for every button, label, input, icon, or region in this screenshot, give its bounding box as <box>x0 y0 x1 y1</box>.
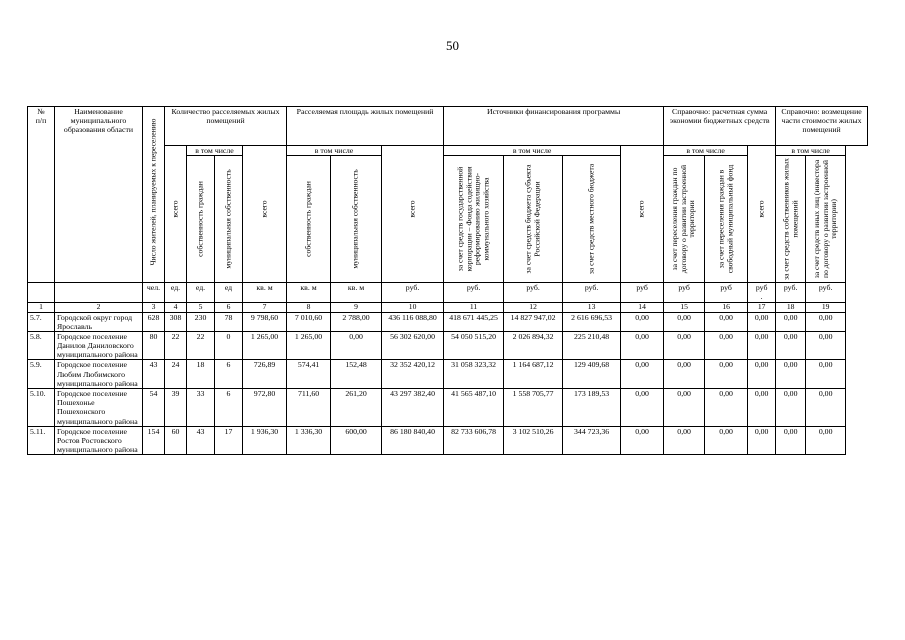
row-area-municipal: 2 788,00 <box>331 312 382 331</box>
row-comp-other: 0,00 <box>806 389 846 427</box>
header-comp-other: за счет средств иных лиц (инвестора по договору о развитии застроенной территории) <box>806 156 846 283</box>
header-est-group: Справочно: расчетная сумма экономии бюджетных средств <box>664 107 776 146</box>
row-area-own: 711,60 <box>287 389 331 427</box>
header-src-fund: за счет средств государственной корпорации – Фонда содействия реформированию жилищно-коммунального хозяйства <box>444 156 504 283</box>
unit-cell: руб <box>664 283 705 302</box>
col-number: 10 <box>382 302 444 312</box>
row-comp-owners: 0,00 <box>776 360 806 389</box>
row-residents: 80 <box>143 331 165 360</box>
header-comp-group: Справочно: возмещение части стоимости жилых помещений <box>776 107 868 146</box>
header-area-own: собственность граждан <box>287 156 331 283</box>
row-area-total: 1 265,00 <box>243 331 287 360</box>
row-area-total: 1 936,30 <box>243 426 287 455</box>
row-qty-own: 43 <box>187 426 215 455</box>
row-src-fund: 54 050 515,20 <box>444 331 504 360</box>
row-qty-own: 230 <box>187 312 215 331</box>
header-src-incl: в том числе <box>444 146 621 156</box>
row-qty-municipal: 78 <box>215 312 243 331</box>
row-area-own: 574,41 <box>287 360 331 389</box>
unit-cell: кв. м <box>287 283 331 302</box>
row-residents: 54 <box>143 389 165 427</box>
row-src-local: 129 409,68 <box>563 360 621 389</box>
row-comp-total: 0,00 <box>748 331 776 360</box>
row-comp-other: 0,00 <box>806 360 846 389</box>
row-est-total: 0,00 <box>621 389 664 427</box>
unit-cell: руб. <box>382 283 444 302</box>
row-name: Городское поселение Пошехонье Пошехонского муниципального района <box>55 389 143 427</box>
unit-blank-2 <box>55 283 143 302</box>
col-number: 8 <box>287 302 331 312</box>
unit-cell: руб. <box>444 283 504 302</box>
row-src-total: 32 352 420,12 <box>382 360 444 389</box>
header-src-local: за счет средств местного бюджета <box>563 156 621 283</box>
row-est-total: 0,00 <box>621 312 664 331</box>
row-comp-total: 0,00 <box>748 360 776 389</box>
col-number: 7 <box>243 302 287 312</box>
row-residents: 43 <box>143 360 165 389</box>
row-src-subject: 1 558 705,77 <box>504 389 563 427</box>
row-qty-total: 22 <box>165 331 187 360</box>
page-number: 50 <box>446 38 459 53</box>
col-number: 15 <box>664 302 705 312</box>
row-num: 5.9. <box>28 360 55 389</box>
header-est-total: всего <box>621 146 664 283</box>
unit-blank-1 <box>28 283 55 302</box>
row-num: 5.11. <box>28 426 55 455</box>
unit-cell: чел. <box>143 283 165 302</box>
row-src-subject: 1 164 687,12 <box>504 360 563 389</box>
row-num: 5.7. <box>28 312 55 331</box>
header-est-contract: за счет переселения граждан по договору о развитии застроенной территории <box>664 156 705 283</box>
row-est-contract: 0,00 <box>664 312 705 331</box>
header-src-subject: за счет средств бюджета субъекта Российской Федерации <box>504 156 563 283</box>
row-est-contract: 0,00 <box>664 360 705 389</box>
row-qty-own: 33 <box>187 389 215 427</box>
col-number: 19 <box>806 302 846 312</box>
col-number: 2 <box>55 302 143 312</box>
row-comp-total: 0,00 <box>748 312 776 331</box>
header-comp-owners: за счет средств собственников жилых помещений <box>776 156 806 283</box>
unit-cell: руб. <box>504 283 563 302</box>
row-area-total: 972,80 <box>243 389 287 427</box>
unit-cell: руб. <box>563 283 621 302</box>
row-comp-owners: 0,00 <box>776 389 806 427</box>
unit-cell: руб <box>705 283 748 302</box>
row-comp-total: 0,00 <box>748 426 776 455</box>
col-number: 9 <box>331 302 382 312</box>
row-est-free: 0,00 <box>705 426 748 455</box>
row-name: Городской округ город Ярославль <box>55 312 143 331</box>
unit-cell: ед. <box>187 283 215 302</box>
header-qty-incl: в том числе <box>187 146 243 156</box>
col-number: 3 <box>143 302 165 312</box>
row-qty-total: 60 <box>165 426 187 455</box>
financing-table <box>27 106 868 455</box>
row-src-total: 56 302 620,00 <box>382 331 444 360</box>
row-est-free: 0,00 <box>705 360 748 389</box>
col-number: 1 <box>28 302 55 312</box>
row-area-total: 726,89 <box>243 360 287 389</box>
row-est-contract: 0,00 <box>664 389 705 427</box>
row-est-free: 0,00 <box>705 389 748 427</box>
row-src-subject: 2 026 894,32 <box>504 331 563 360</box>
header-area-group: Расселяемая площадь жилых помещений <box>287 107 444 146</box>
row-qty-total: 24 <box>165 360 187 389</box>
row-area-municipal: 600,00 <box>331 426 382 455</box>
row-comp-other: 0,00 <box>806 312 846 331</box>
row-est-free: 0,00 <box>705 331 748 360</box>
header-area-total: всего <box>243 146 287 283</box>
col-number: 17 <box>748 302 776 312</box>
header-comp-incl: в том числе <box>776 146 846 156</box>
col-number: 5 <box>187 302 215 312</box>
row-src-total: 43 297 382,40 <box>382 389 444 427</box>
row-src-total: 436 116 088,80 <box>382 312 444 331</box>
row-src-local: 2 616 696,53 <box>563 312 621 331</box>
col-number: 6 <box>215 302 243 312</box>
row-est-contract: 0,00 <box>664 426 705 455</box>
header-comp-total: всего <box>748 146 776 283</box>
row-area-municipal: 261,20 <box>331 389 382 427</box>
col-number: 4 <box>165 302 187 312</box>
row-comp-owners: 0,00 <box>776 331 806 360</box>
header-src-total: всего <box>382 146 444 283</box>
col-number: 18 <box>776 302 806 312</box>
row-qty-own: 18 <box>187 360 215 389</box>
row-name: Городское поселение Ростов Ростовского муниципального района <box>55 426 143 455</box>
unit-cell: руб . <box>748 283 776 302</box>
row-src-fund: 82 733 606,78 <box>444 426 504 455</box>
row-qty-own: 22 <box>187 331 215 360</box>
row-src-total: 86 180 840,40 <box>382 426 444 455</box>
row-area-municipal: 152,48 <box>331 360 382 389</box>
header-qty-municipal: муниципальная собственность <box>215 156 243 283</box>
row-residents: 628 <box>143 312 165 331</box>
unit-cell: кв. м <box>331 283 382 302</box>
row-area-own: 7 010,60 <box>287 312 331 331</box>
row-src-subject: 14 827 947,02 <box>504 312 563 331</box>
col-number: 14 <box>621 302 664 312</box>
header-qty-own: собственность граждан <box>187 156 215 283</box>
unit-cell: руб. <box>806 283 846 302</box>
row-est-contract: 0,00 <box>664 331 705 360</box>
col-number: 13 <box>563 302 621 312</box>
row-src-subject: 3 102 510,26 <box>504 426 563 455</box>
row-qty-municipal: 6 <box>215 360 243 389</box>
row-num: 5.8. <box>28 331 55 360</box>
row-num: 5.10. <box>28 389 55 427</box>
row-qty-total: 39 <box>165 389 187 427</box>
row-src-fund: 418 671 445,25 <box>444 312 504 331</box>
row-src-local: 344 723,36 <box>563 426 621 455</box>
row-src-local: 173 189,53 <box>563 389 621 427</box>
row-area-own: 1 336,30 <box>287 426 331 455</box>
row-src-fund: 31 058 323,32 <box>444 360 504 389</box>
header-residents: Число жителей, планируемых к переселению <box>143 107 165 283</box>
header-num: № п/п <box>28 107 55 283</box>
header-est-incl: в том числе <box>664 146 748 156</box>
row-residents: 154 <box>143 426 165 455</box>
row-area-total: 9 798,60 <box>243 312 287 331</box>
row-comp-owners: 0,00 <box>776 312 806 331</box>
row-comp-total: 0,00 <box>748 389 776 427</box>
header-est-free: за счет переселения граждан в свободный муниципальный фонд <box>705 156 748 283</box>
unit-cell: руб. <box>776 283 806 302</box>
row-src-local: 225 210,48 <box>563 331 621 360</box>
row-area-municipal: 0,00 <box>331 331 382 360</box>
row-qty-municipal: 17 <box>215 426 243 455</box>
row-comp-other: 0,00 <box>806 331 846 360</box>
row-area-own: 1 265,00 <box>287 331 331 360</box>
row-qty-municipal: 6 <box>215 389 243 427</box>
header-qty-total: всего <box>165 146 187 283</box>
col-number: 16 <box>705 302 748 312</box>
row-name: Городское поселение Данилов Даниловского муниципального района <box>55 331 143 360</box>
row-src-fund: 41 565 487,10 <box>444 389 504 427</box>
row-qty-municipal: 0 <box>215 331 243 360</box>
header-name: Наименование муниципального образования области <box>55 107 143 283</box>
col-number: 11 <box>444 302 504 312</box>
row-est-total: 0,00 <box>621 360 664 389</box>
header-qty-group: Количество расселяемых жилых помещений <box>165 107 287 146</box>
row-est-free: 0,00 <box>705 312 748 331</box>
header-src-group: Источники финансирования программы <box>444 107 664 146</box>
row-name: Городское поселение Любим Любимского муниципального района <box>55 360 143 389</box>
unit-cell: ед <box>215 283 243 302</box>
header-area-incl: в том числе <box>287 146 382 156</box>
unit-cell: ед. <box>165 283 187 302</box>
row-comp-owners: 0,00 <box>776 426 806 455</box>
row-est-total: 0,00 <box>621 331 664 360</box>
row-est-total: 0,00 <box>621 426 664 455</box>
row-comp-other: 0,00 <box>806 426 846 455</box>
row-qty-total: 308 <box>165 312 187 331</box>
unit-cell: руб <box>621 283 664 302</box>
unit-cell: кв. м <box>243 283 287 302</box>
header-area-municipal: муниципальная собственность <box>331 156 382 283</box>
col-number: 12 <box>504 302 563 312</box>
